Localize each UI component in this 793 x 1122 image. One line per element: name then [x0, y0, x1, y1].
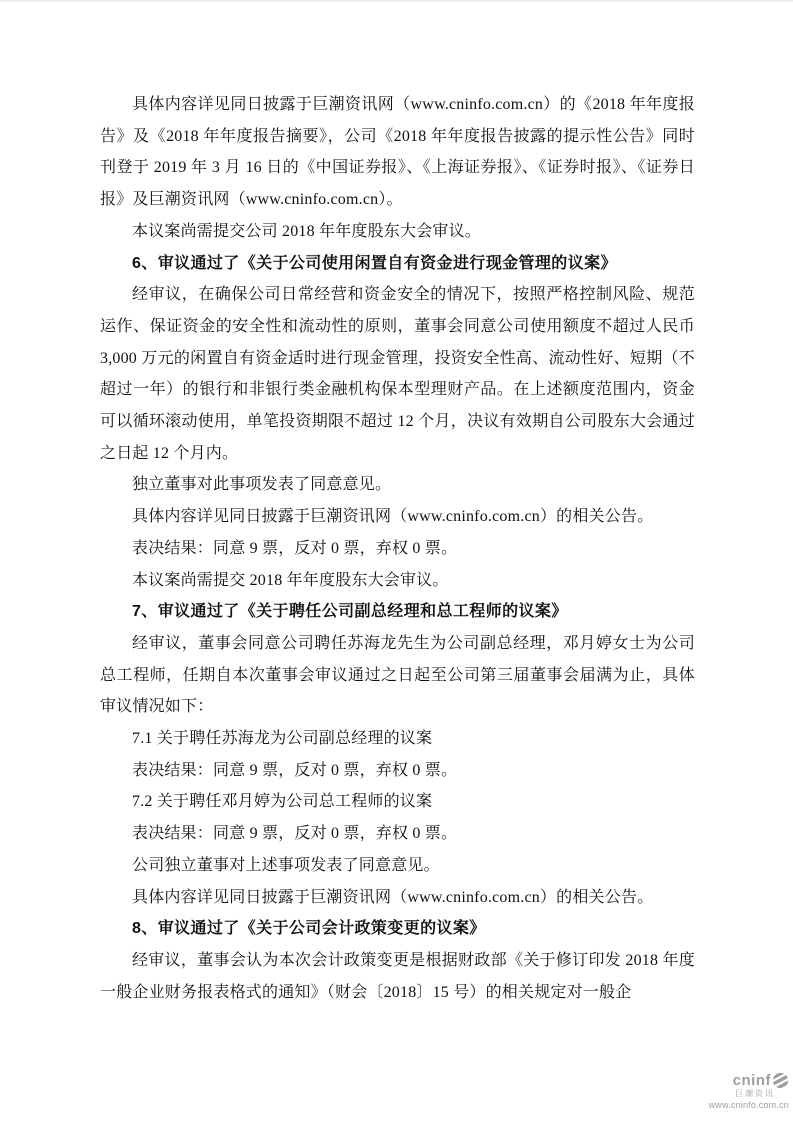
cninfo-watermark — [709, 1072, 789, 1110]
paragraph: 7.2 关于聘任邓月婷为公司总工程师的议案 — [132, 793, 433, 811]
document-body — [100, 89, 695, 1008]
cninfo-logo-text: cninf — [732, 1071, 771, 1089]
paragraph: 表决结果：同意 9 票，反对 0 票，弃权 0 票。 — [132, 539, 458, 557]
paragraph: 具体内容详见同日披露于巨潮资讯网（www.cninfo.com.cn）的相关公告。 — [132, 508, 654, 526]
paragraph: 独立董事对此事项发表了同意意见。 — [132, 476, 392, 494]
paragraph: 具体内容详见同日披露于巨潮资讯网（www.cninfo.com.cn）的《2018 年年度报告》及《2018 年年度报告摘要》，公司《2018 年年度报告披露的提示性公告》同时刊登于 2019 年 3 月 16 日的《中国证券报》、《上海证券报》、《证券时报》、《证券日报》及巨潮资讯网（www.cninfo.com.cn）。 — [100, 96, 695, 209]
paragraph: 本议案尚需提交公司 2018 年年度股东大会审议。 — [132, 222, 482, 240]
paragraph: 本议案尚需提交 2018 年年度股东大会审议。 — [132, 571, 449, 589]
cninfo-url: www.cninfo.com.cn — [708, 1099, 789, 1110]
cninfo-swirl-icon — [772, 1072, 789, 1089]
section-heading: 7、审议通过了《关于聘任公司副总经理和总工程师的议案》 — [132, 603, 568, 621]
cninfo-brand-chinese: 巨潮资讯 — [735, 1089, 775, 1099]
paragraph: 经审议，董事会认为本次会计政策变更是根据财政部《关于修订印发 2018 年度一般企业财务报表格式的通知》（财会〔2018〕15 号）的相关规定对一般企 — [100, 951, 695, 1001]
paragraph: 表决结果：同意 9 票，反对 0 票，弃权 0 票。 — [132, 761, 458, 779]
paragraph: 公司独立董事对上述事项发表了同意意见。 — [132, 856, 440, 874]
cninfo-logo — [709, 1072, 789, 1089]
paragraph: 经审议，在确保公司日常经营和资金安全的情况下，按照严格控制风险、规范运作、保证资金的安全性和流动性的原则，董事会同意公司使用额度不超过人民币 3,000 万元的闲置自有资金适时进行现金管理，投资安全性高、流动性好、短期（不超过一年）的银行和非银行类金融机构保本型理财产品。在上述额度范围内，资金可以循环滚动使用，单笔投资期限不超过 12 个月，决议有效期自公司股东大会通过之日起 12 个月内。 — [100, 286, 695, 462]
paragraph: 具体内容详见同日披露于巨潮资讯网（www.cninfo.com.cn）的相关公告。 — [132, 888, 654, 906]
section-heading: 6、审议通过了《关于公司使用闲置自有资金进行现金管理的议案》 — [132, 254, 617, 272]
paragraph: 经审议，董事会同意公司聘任苏海龙先生为公司副总经理，邓月婷女士为公司总工程师，任期自本次董事会审议通过之日起至公司第三届董事会届满为止，具体审议情况如下： — [100, 634, 695, 716]
section-heading: 8、审议通过了《关于公司会计政策变更的议案》 — [132, 920, 486, 938]
page-top-edge — [0, 0, 793, 2]
paragraph: 7.1 关于聘任苏海龙为公司副总经理的议案 — [132, 730, 433, 748]
paragraph: 表决结果：同意 9 票，反对 0 票，弃权 0 票。 — [132, 825, 458, 843]
